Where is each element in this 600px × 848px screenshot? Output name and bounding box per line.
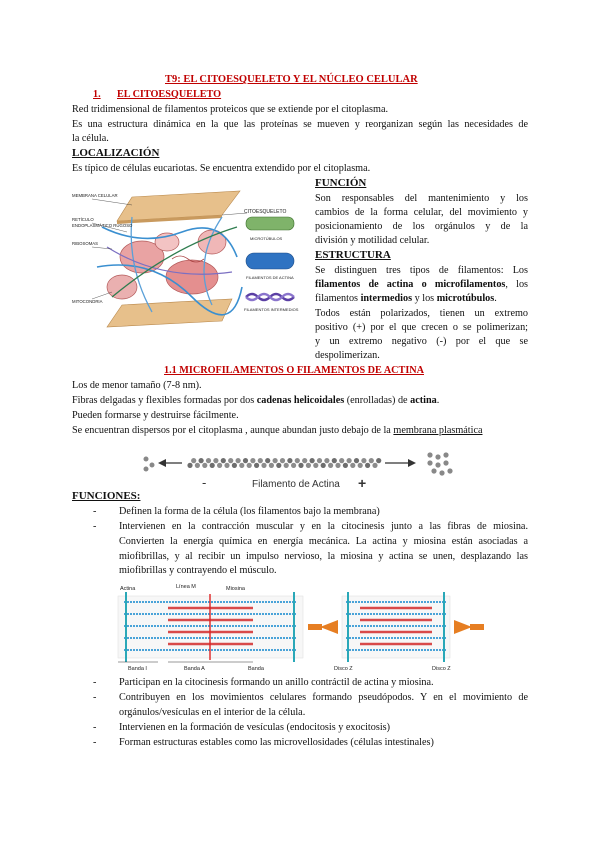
funciones-list-end (93, 720, 528, 750)
actin-chain (187, 458, 381, 468)
actin-monomer (350, 463, 355, 468)
microfil-line-4-pre: Se encuentran dispersos por el citoplasma , aunque abundan justo debajo de la (72, 425, 394, 436)
section-heading-citoesqueleto: EL CITOESQUELETO (117, 89, 222, 100)
actin-monomer (221, 458, 226, 463)
fig1-left-label-0: MEMBRANA CELULAR (72, 193, 118, 198)
microfil-line-4 (72, 423, 483, 438)
actin-monomer (302, 458, 307, 463)
polar-line-3: y un extremo negativo (-) por el que se (315, 336, 528, 347)
microfil-line-3: Pueden formarse y destruirse fácilmente. (72, 410, 239, 421)
contraction-arrow-right (454, 620, 472, 634)
actin-monomer (239, 463, 244, 468)
actin-minus-sign: - (202, 475, 207, 490)
actin-monomer (202, 463, 207, 468)
funcion-item-citocinesis: - Participan en la citocinesis formando un anillo contráctil de actina y miosina. (93, 675, 528, 690)
actin-monomer (232, 463, 237, 468)
localizacion-text: Es típico de células eucariotas. Se encuentra extendido por el citoplasma. (72, 163, 371, 174)
actin-monomer (187, 463, 192, 468)
plus-arrow-head (408, 459, 416, 467)
actin-monomer (313, 463, 318, 468)
section-number: 1. (93, 89, 101, 100)
actin-monomer (321, 463, 326, 468)
microfil-line-2-end: . (436, 395, 440, 406)
funcion-item-1: - Definen la forma de la célula (los filamentos bajo la membrana) (93, 504, 528, 519)
actin-monomer (224, 463, 229, 468)
actin-monomer (295, 458, 300, 463)
actin-monomer (376, 458, 381, 463)
estructura-bold-intermedios: intermedios (360, 293, 413, 304)
estructura-line-3 (315, 291, 497, 306)
funcion-item-2-line-1: - Intervienen en la contracción muscular y en la citocinesis junto a las fibras de miosina. (93, 519, 528, 534)
actin-monomer (324, 458, 329, 463)
fig1-left-label-2: ENDOPLASMÁTICO RUGOSO (72, 223, 133, 228)
actin-monomer (328, 463, 333, 468)
actin-monomer (332, 458, 337, 463)
actin-monomer (335, 463, 340, 468)
microfil-bold-helicoidales: cadenas helicoidales (256, 395, 345, 406)
fig1-right-label-1: MICROTÚBULOS (250, 236, 283, 241)
actin-monomer (339, 458, 344, 463)
localizacion-heading: LOCALIZACIÓN (72, 147, 160, 159)
microfil-underlined-membrana: membrana plasmática (393, 425, 483, 436)
funcion-item-movimientos: - Contribuyen en los movimientos celulares formando pseudópodos. Y en el movimiento de (93, 690, 528, 705)
microfil-line-1: Los de menor tamaño (7-8 nm). (72, 380, 202, 391)
actin-monomer (199, 458, 204, 463)
funciones-heading: FUNCIONES: (72, 490, 141, 502)
funcion-line-3: posicionamiento de los orgánulos y de la (315, 221, 528, 232)
actin-monomer (261, 463, 266, 468)
fig1-right-label-2: FILAMENTOS DE ACTINA (246, 275, 294, 280)
plus-end-monomers (427, 452, 452, 475)
funciones-list-bottom (93, 675, 528, 705)
funcion-item-2-line-2: Convierten la energía química en energía mecánica. La actina y miosina están asociadas a (119, 536, 528, 547)
actin-monomer (236, 458, 241, 463)
actin-monomer (343, 463, 348, 468)
actin-monomer (258, 458, 263, 463)
actin-monomer (206, 458, 211, 463)
polar-line-1: Todos están polarizados, tienen un extremo (315, 308, 528, 319)
microfil-line-2 (72, 393, 439, 408)
actin-monomer (273, 458, 278, 463)
actin-model (246, 253, 294, 269)
actin-monomer (191, 458, 196, 463)
actin-monomer (354, 458, 359, 463)
minus-end-monomers (144, 457, 155, 472)
actin-monomer (210, 463, 215, 468)
funcion-heading: FUNCIÓN (315, 177, 367, 189)
sarcomere-figure (98, 582, 518, 672)
estructura-bold-microtubulos: microtúbulos (436, 293, 495, 304)
cytoskeleton-figure (72, 187, 312, 337)
estructura-line-3-pre: filamentos (315, 293, 361, 304)
er-blob-1 (107, 275, 137, 299)
definition-line-1: Red tridimensional de filamentos proteicos que se extiende por el citoplasma. (72, 104, 389, 115)
funcion-line-1: Son responsables del mantenimiento y los (315, 193, 528, 204)
actin-monomer (361, 458, 366, 463)
estructura-line-2-rest: , los (505, 279, 528, 290)
fig1-right-label-0: CITOESQUELETO (244, 209, 287, 215)
estructura-line-3-end: . (494, 293, 497, 304)
polar-line-4: despolimerizan. (315, 350, 380, 361)
estructura-heading: ESTRUCTURA (315, 249, 391, 261)
funcion-line-4: división y motilidad celular. (315, 235, 430, 246)
actin-monomer (287, 458, 292, 463)
section-heading-microfilamentos: 1.1 MICROFILAMENTOS O FILAMENTOS DE ACTINA (164, 365, 425, 376)
microtubule-model (246, 217, 294, 230)
sarcomere-relaxed (118, 592, 303, 662)
fig1-left-label-1: RETÍCULO (72, 217, 94, 222)
actin-monomer (317, 458, 322, 463)
actin-monomer (280, 458, 285, 463)
actin-monomer (217, 463, 222, 468)
actin-monomer (243, 458, 248, 463)
estructura-line-1: Se distinguen tres tipos de filamentos: Los (315, 265, 528, 276)
fig1-left-label-4: MITOCONDRIA (72, 299, 103, 304)
funcion-item-movimientos-cont: orgánulos/vesículas en el interior de la célula. (119, 707, 306, 718)
estructura-bold-actina: filamentos de actina o microfilamentos (315, 279, 506, 290)
definition-line-3: la célula. (72, 133, 109, 144)
actin-monomer (276, 463, 281, 468)
sarcomere-contracted (308, 592, 484, 662)
fig1-left-label-3: RIBOSOMAS (72, 241, 99, 246)
actin-monomer (265, 458, 270, 463)
actin-monomer (254, 463, 259, 468)
sarc-label-banda-i: Banda I (128, 666, 147, 672)
actin-monomer (269, 463, 274, 468)
mitochondria-2 (166, 260, 218, 294)
actin-monomer (306, 463, 311, 468)
minus-arrow-head (158, 459, 166, 467)
actin-monomer (365, 463, 370, 468)
sarc-label-miosina: Miosina (226, 586, 245, 592)
actin-monomer (298, 463, 303, 468)
funcion-item-2-line-4: miofibrillas y contrayendo el músculo. (119, 565, 277, 576)
actin-monomer (228, 458, 233, 463)
sarc-label-linea-m: Línea M (176, 584, 196, 590)
funcion-item-microvellosidades: - Forman estructuras estables como las microvellosidades (células intestinales) (93, 735, 528, 750)
microfil-bold-actina: actina (410, 395, 437, 406)
page-title: T9: EL CITOESQUELETO Y EL NÚCLEO CELULAR (165, 74, 418, 85)
actin-monomer (247, 463, 252, 468)
actin-monomer (372, 463, 377, 468)
actin-filament-figure (140, 445, 470, 490)
polar-line-2: positivo (+) por el que crecen o se polimerizan; (315, 322, 528, 333)
microfil-line-2-pre: Fibras delgadas y flexibles formadas por dos (72, 395, 257, 406)
actin-monomer (213, 458, 218, 463)
actin-monomer (195, 463, 200, 468)
estructura-line-3-mid: y los (412, 293, 437, 304)
actin-filament-label: Filamento de Actina (252, 479, 340, 490)
actin-monomer (369, 458, 374, 463)
actin-monomer (358, 463, 363, 468)
funcion-item-2-line-3: miofibrillas, y al recibir un impulso nervioso, la miosina y actina se unen, desplazando las (119, 551, 528, 562)
sarc-label-disco-z-2: Disco Z (432, 666, 451, 672)
actin-monomer (250, 458, 255, 463)
sarc-label-disco-z-1: Disco Z (334, 666, 353, 672)
definition-line-2: Es una estructura dinámica en la que las proteínas se mueven y reorganizan según las necesidades de (72, 119, 528, 130)
actin-monomer (291, 463, 296, 468)
actin-monomer (284, 463, 289, 468)
actin-monomer (347, 458, 352, 463)
actin-monomer (310, 458, 315, 463)
sarc-label-actina: Actina (120, 586, 136, 592)
funcion-line-2: cambios de la forma celular, del movimiento y (315, 207, 528, 218)
funcion-item-vesiculas: - Intervienen en la formación de vesículas (endocitosis y exocitosis) (93, 720, 528, 735)
actin-plus-sign: + (358, 475, 367, 490)
sarc-label-banda-a: Banda A (184, 666, 205, 672)
sarc-label-banda: Banda (248, 666, 264, 672)
contraction-arrow-left (320, 620, 338, 634)
funciones-list-top (93, 504, 528, 534)
microfil-line-2-mid: (enrolladas) de (344, 395, 411, 406)
estructura-line-2 (315, 277, 528, 292)
fig1-right-label-3: FILAMENTOS INTERMEDIOS (244, 307, 299, 312)
